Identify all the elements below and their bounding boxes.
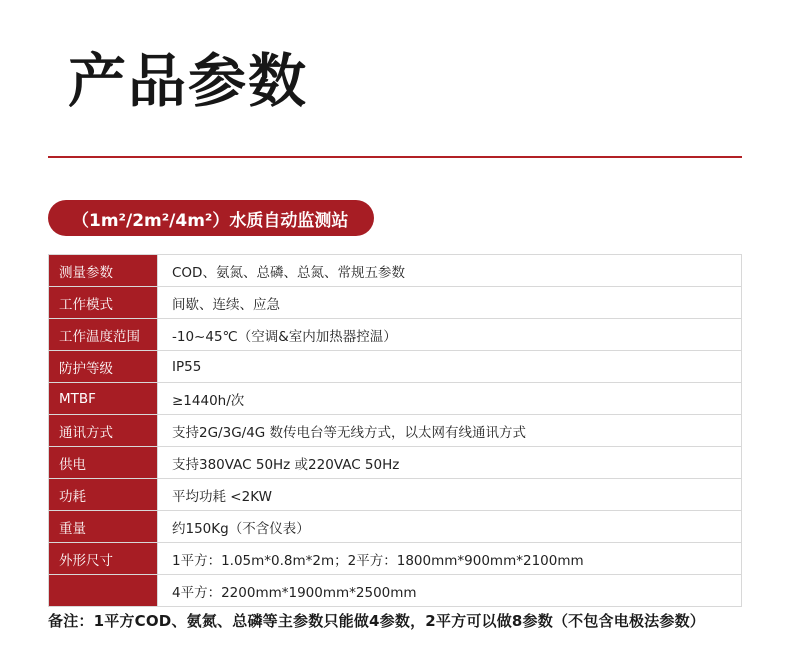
footnote: 备注：1平方COD、氨氮、总磷等主参数只能做4参数，2平方可以做8参数（不包含电极法参数） (48, 612, 705, 630)
row-label: 测量参数 (49, 255, 158, 287)
table-row (49, 543, 742, 575)
row-value: 4平方：2200mm*1900mm*2500mm (158, 575, 742, 607)
table-row (49, 511, 742, 543)
spec-table-body (49, 255, 742, 607)
badge-label: （1m²/2m²/4m²）水质自动监测站 (72, 210, 349, 231)
row-value: -10~45℃（空调&室内加热器控温） (158, 319, 742, 351)
row-value: 支持2G/3G/4G 数传电台等无线方式，以太网有线通讯方式 (158, 415, 742, 447)
row-label: 通讯方式 (49, 415, 158, 447)
row-label: 防护等级 (49, 351, 158, 383)
row-label (49, 575, 158, 607)
row-label: MTBF (49, 383, 158, 415)
row-label: 重量 (49, 511, 158, 543)
row-label: 功耗 (49, 479, 158, 511)
status-badge (48, 200, 374, 236)
row-value: COD、氨氮、总磷、总氮、常规五参数 (158, 255, 742, 287)
row-value: 间歇、连续、应急 (158, 287, 742, 319)
row-value: 支持380VAC 50Hz 或220VAC 50Hz (158, 447, 742, 479)
table-row (49, 415, 742, 447)
table-row (49, 575, 742, 607)
row-value: 1平方：1.05m*0.8m*2m；2平方：1800mm*900mm*2100mm (158, 543, 742, 575)
spec-table (48, 254, 742, 607)
table-row (49, 479, 742, 511)
table-row (49, 351, 742, 383)
table-row (49, 319, 742, 351)
row-label: 工作模式 (49, 287, 158, 319)
table-row (49, 255, 742, 287)
row-label: 供电 (49, 447, 158, 479)
table-row (49, 287, 742, 319)
row-label: 工作温度范围 (49, 319, 158, 351)
row-value: ≥1440h/次 (158, 383, 742, 415)
table-row (49, 383, 742, 415)
row-value: 约150Kg（不含仪表） (158, 511, 742, 543)
page-title: 产品参数 (68, 47, 309, 115)
row-value: IP55 (158, 351, 742, 383)
table-row (49, 447, 742, 479)
row-value: 平均功耗 <2KW (158, 479, 742, 511)
title-divider (48, 156, 742, 158)
row-label: 外形尺寸 (49, 543, 158, 575)
